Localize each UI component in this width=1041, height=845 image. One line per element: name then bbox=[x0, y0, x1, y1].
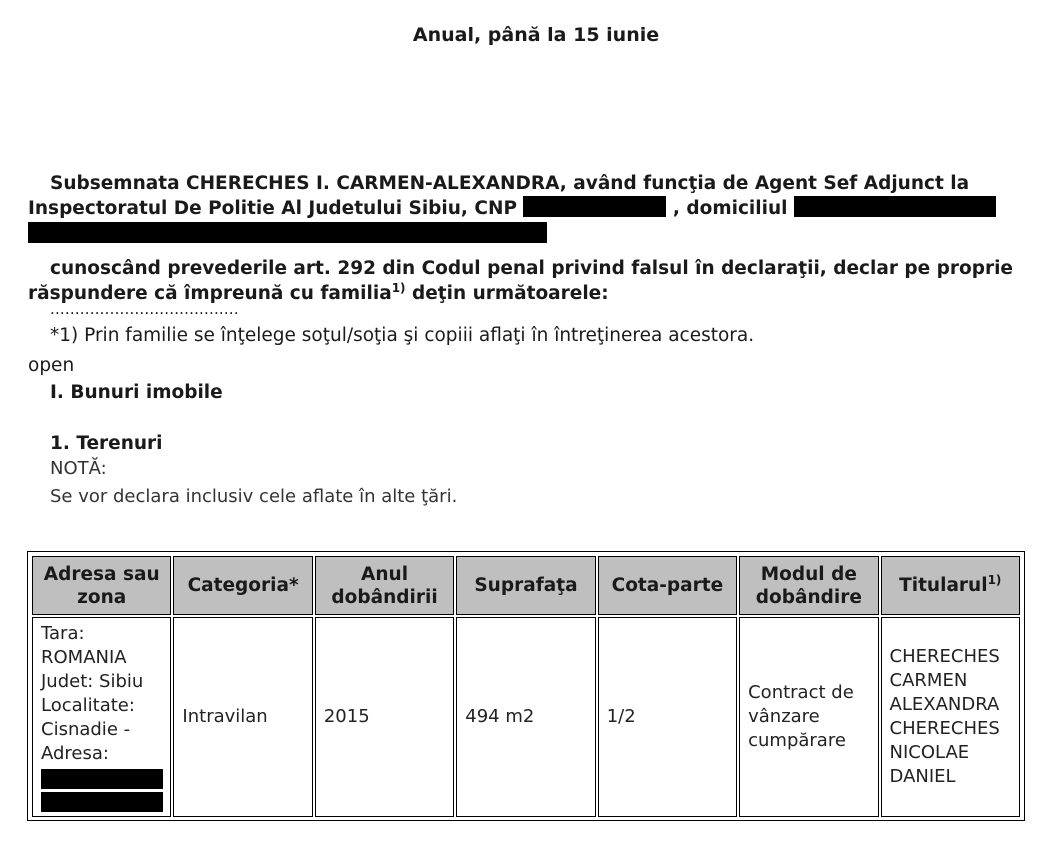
declaration-intro bbox=[28, 171, 1018, 243]
holder-line: DANIEL bbox=[889, 766, 956, 787]
header-mode: Modul de dobândire bbox=[739, 556, 878, 615]
declaration-statement-end: deţin următoarele: bbox=[411, 283, 609, 304]
open-label: open bbox=[28, 355, 75, 376]
header-holder bbox=[881, 556, 1020, 615]
declaration-statement bbox=[28, 256, 1018, 306]
cell-address bbox=[32, 617, 171, 817]
note-text: Se vor declara inclusiv cele aflate în alte ţări. bbox=[50, 486, 458, 507]
declaration-intro-text: Subsemnata CHERECHES I. CARMEN-ALEXANDRA, având funcţia de Agent Sef Adjunct la Inspectoratul De Politie Al Judetului Sibiu, CNP bbox=[28, 173, 970, 219]
footnote-ref: 1) bbox=[391, 281, 406, 295]
declaration-statement-text: cunoscând prevederile art. 292 din Codul penal privind falsul în declaraţii, declar pe proprie răspundere că împreună cu familia bbox=[28, 258, 1013, 304]
declaration-block bbox=[28, 171, 1018, 306]
address-line: ROMANIA bbox=[41, 647, 127, 668]
holder-line: CHERECHES bbox=[889, 718, 1000, 739]
cell-year: 2015 bbox=[315, 617, 454, 817]
family-footnote: *1) Prin familie se înţelege soţul/soţia şi copiii aflaţi în întreţinerea acestora. bbox=[50, 325, 755, 346]
header-holder-footnote: 1) bbox=[987, 573, 1002, 587]
declaration-domicile-label: , domiciliul bbox=[672, 198, 788, 219]
dotted-separator: ...................................... bbox=[50, 300, 239, 318]
address-line: Cisnadie - bbox=[41, 719, 131, 740]
page-title: Anual, până la 15 iunie bbox=[412, 24, 660, 46]
cell-holder bbox=[881, 617, 1020, 817]
redacted-address-2 bbox=[41, 792, 163, 812]
holder-line: CHERECHES bbox=[889, 646, 1000, 667]
lands-table bbox=[30, 554, 1022, 819]
header-share: Cota-parte bbox=[598, 556, 737, 615]
address-line: Judet: Sibiu bbox=[41, 671, 144, 692]
header-category: Categoria* bbox=[173, 556, 312, 615]
holder-line: CARMEN bbox=[889, 670, 968, 691]
note-label: NOTĂ: bbox=[50, 458, 107, 479]
redacted-domicile bbox=[794, 196, 996, 217]
cell-share: 1/2 bbox=[598, 617, 737, 817]
table-row bbox=[32, 617, 1020, 817]
subsection-title: 1. Terenuri bbox=[50, 433, 163, 454]
header-holder-text: Titularul bbox=[899, 575, 988, 596]
holder-line: ALEXANDRA bbox=[889, 694, 1000, 715]
cell-category: Intravilan bbox=[173, 617, 312, 817]
address-line: Tara: bbox=[41, 623, 85, 644]
address-line: Localitate: bbox=[41, 695, 135, 716]
cell-area: 494 m2 bbox=[456, 617, 595, 817]
section-title: I. Bunuri imobile bbox=[50, 382, 223, 403]
header-year: Anul dobândirii bbox=[315, 556, 454, 615]
header-area: Suprafaţa bbox=[456, 556, 595, 615]
redacted-domicile-line bbox=[28, 222, 547, 243]
table-header-row bbox=[32, 556, 1020, 615]
address-line: Adresa: bbox=[41, 743, 109, 764]
header-address: Adresa sau zona bbox=[32, 556, 171, 615]
lands-table-frame bbox=[27, 551, 1025, 821]
redacted-address-1 bbox=[41, 769, 163, 789]
cell-mode: Contract de vânzare cumpărare bbox=[739, 617, 878, 817]
holder-line: NICOLAE bbox=[889, 742, 970, 763]
redacted-cnp bbox=[523, 196, 666, 217]
